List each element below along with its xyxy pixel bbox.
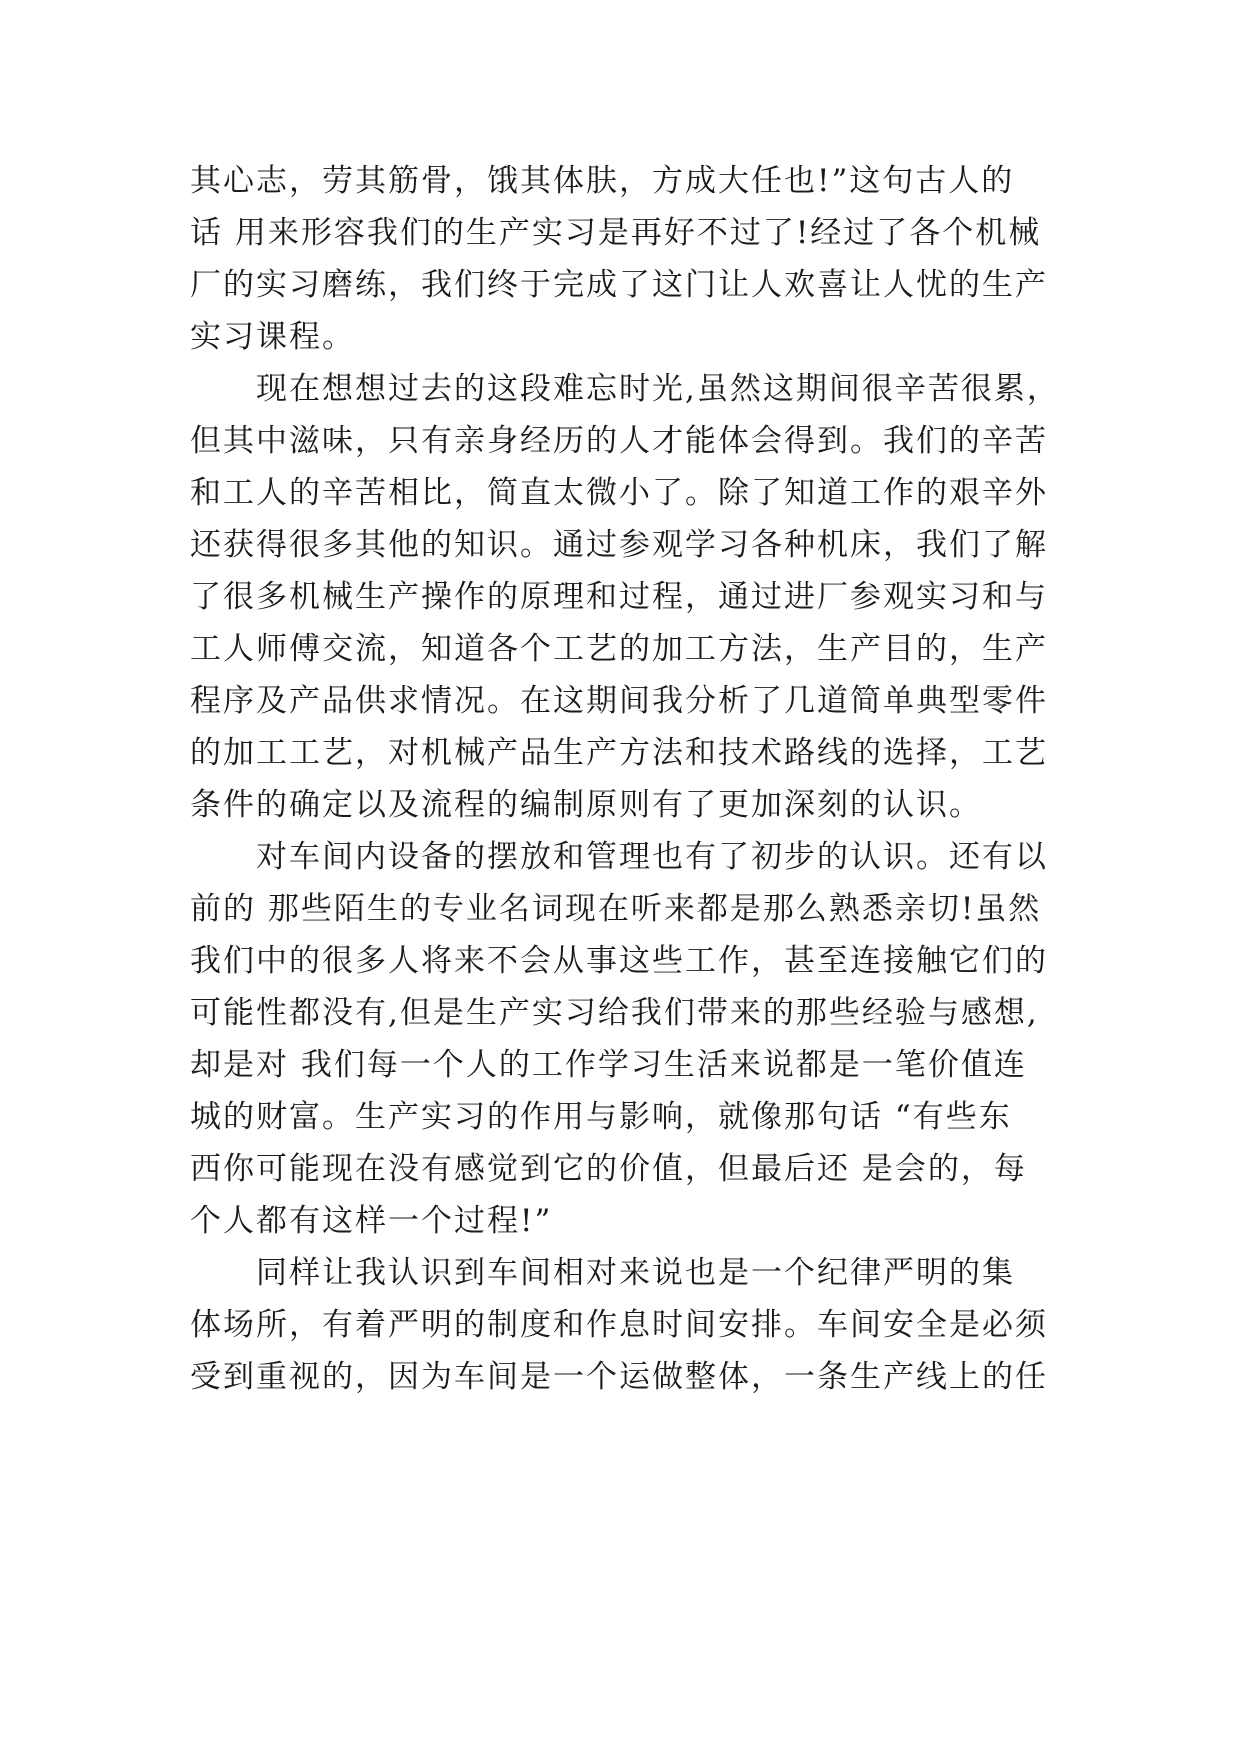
text-line: 工人师傅交流，知道各个工艺的加工方法，生产目的，生产 bbox=[190, 631, 1048, 667]
text-line: 程序及产品供求情况。在这期间我分析了几道简单典型零件 bbox=[190, 683, 1048, 719]
paragraph bbox=[190, 363, 1060, 831]
text-line: 同样让我认识到车间相对来说也是一个纪律严明的集 bbox=[190, 1255, 1015, 1291]
text-line: 但其中滋味，只有亲身经历的人才能体会得到。我们的辛苦 bbox=[190, 423, 1048, 459]
text-line: 城的财富。生产实习的作用与影响，就像那句话 “有些东 bbox=[190, 1099, 1012, 1135]
text-line: 和工人的辛苦相比，简直太微小了。除了知道工作的艰辛外 bbox=[190, 475, 1048, 511]
text-line: 的加工工艺，对机械产品生产方法和技术路线的选择，工艺 bbox=[190, 735, 1048, 771]
text-line: 话 用来形容我们的生产实习是再好不过了!经过了各个机械 bbox=[190, 215, 1042, 251]
text-line: 受到重视的，因为车间是一个运做整体，一条生产线上的任 bbox=[190, 1359, 1048, 1395]
text-line: 现在想想过去的这段难忘时光,虽然这期间很辛苦很累， bbox=[190, 371, 1060, 407]
text-line: 厂的实习磨练，我们终于完成了这门让人欢喜让人忧的生产 bbox=[190, 267, 1048, 303]
text-line: 可能性都没有,但是生产实习给我们带来的那些经验与感想, bbox=[190, 995, 1039, 1031]
text-line: 却是对 我们每一个人的工作学习生活来说都是一笔价值连 bbox=[190, 1047, 1027, 1083]
text-line: 其心志，劳其筋骨，饿其体肤，方成大任也!”这句古人的 bbox=[190, 163, 1015, 199]
text-line: 实习课程。 bbox=[190, 319, 355, 355]
paragraph bbox=[190, 155, 1050, 363]
paragraph bbox=[190, 1247, 1050, 1403]
body-text bbox=[190, 155, 1060, 1403]
text-line: 条件的确定以及流程的编制原则有了更加深刻的认识。 bbox=[190, 787, 982, 823]
text-line: 对车间内设备的摆放和管理也有了初步的认识。还有以 bbox=[190, 839, 1048, 875]
text-line: 体场所，有着严明的制度和作息时间安排。车间安全是必须 bbox=[190, 1307, 1048, 1343]
text-line: 西你可能现在没有感觉到它的价值，但最后还 是会的，每 bbox=[190, 1151, 1027, 1187]
text-line: 了很多机械生产操作的原理和过程，通过进厂参观实习和与 bbox=[190, 579, 1048, 615]
text-line: 个人都有这样一个过程!” bbox=[190, 1203, 553, 1239]
paragraph bbox=[190, 831, 1050, 1247]
text-line: 还获得很多其他的知识。通过参观学习各种机床，我们了解 bbox=[190, 527, 1048, 563]
text-line: 前的 那些陌生的专业名词现在听来都是那么熟悉亲切!虽然 bbox=[190, 891, 1042, 927]
text-line: 我们中的很多人将来不会从事这些工作，甚至连接触它们的 bbox=[190, 943, 1048, 979]
